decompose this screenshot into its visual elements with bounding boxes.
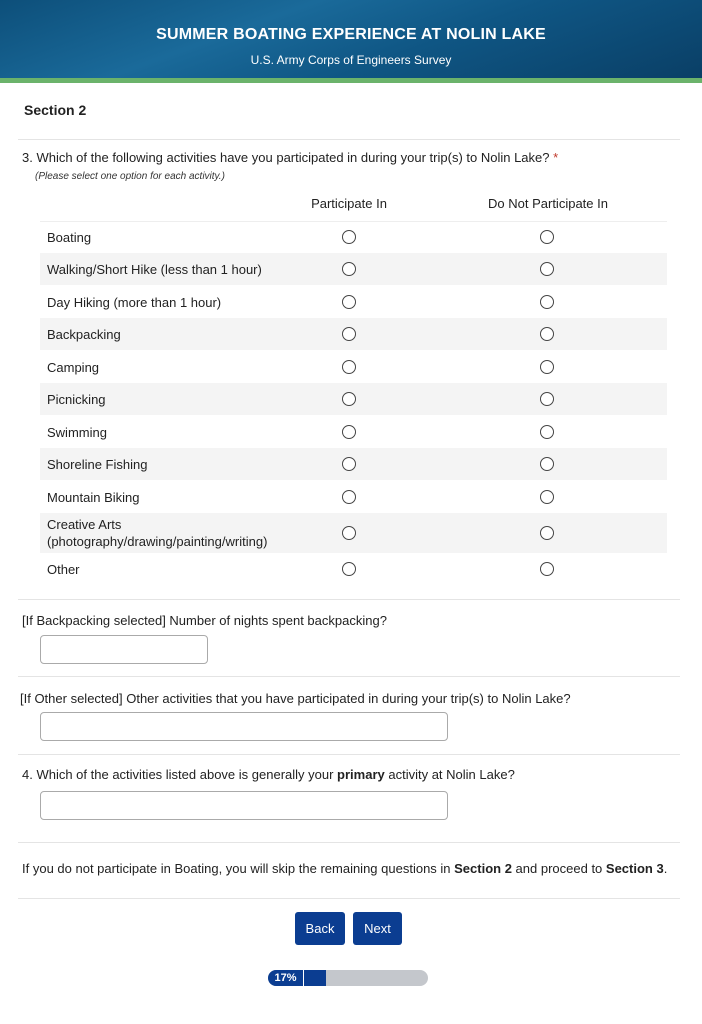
activity-row xyxy=(40,383,667,415)
participate-radio[interactable] xyxy=(342,392,356,406)
activity-label: Picnicking xyxy=(47,391,106,407)
not-participate-radio[interactable] xyxy=(540,457,554,471)
back-button[interactable]: Back xyxy=(295,912,345,945)
note-section-3: Section 3 xyxy=(605,861,664,876)
activity-row xyxy=(40,221,667,253)
divider xyxy=(18,842,680,843)
activity-label: Shoreline Fishing xyxy=(47,456,148,472)
column-header-not-participate: Do Not Participate In xyxy=(488,196,608,211)
participate-radio[interactable] xyxy=(342,262,356,276)
activity-label: Boating xyxy=(47,229,92,245)
not-participate-radio[interactable] xyxy=(540,392,554,406)
not-participate-radio[interactable] xyxy=(540,360,554,374)
note-text: . xyxy=(663,861,668,876)
q4-bold: primary xyxy=(337,767,385,782)
note-section-2: Section 2 xyxy=(454,861,512,876)
activity-row xyxy=(40,553,667,585)
column-header-participate: Participate In xyxy=(311,196,387,211)
participate-radio[interactable] xyxy=(342,295,356,309)
activity-row xyxy=(40,481,667,513)
not-participate-radio[interactable] xyxy=(540,490,554,504)
not-participate-radio[interactable] xyxy=(540,562,554,576)
activity-label: Swimming xyxy=(47,424,107,440)
activity-label: Camping xyxy=(47,359,100,375)
note-text: and proceed to xyxy=(511,861,606,876)
progress-label: 17% xyxy=(268,970,304,986)
other-activities-input[interactable] xyxy=(40,712,448,741)
activity-row xyxy=(40,286,667,318)
activity-label: Other xyxy=(47,561,80,577)
activity-label: Creative Arts (photography/drawing/painting/writing) xyxy=(47,517,268,549)
backpacking-nights-label: [If Backpacking selected] Number of nights spent backpacking? xyxy=(22,613,387,628)
participate-radio[interactable] xyxy=(342,562,356,576)
activity-label: Walking/Short Hike (less than 1 hour) xyxy=(47,261,262,277)
divider xyxy=(18,599,680,600)
header-accent-bar xyxy=(0,78,702,83)
participate-radio[interactable] xyxy=(342,490,356,504)
participate-radio[interactable] xyxy=(342,360,356,374)
q4-text: 4. Which of the activities listed above is generally your xyxy=(22,767,338,782)
progress-bar xyxy=(268,970,428,986)
activity-row xyxy=(40,513,667,553)
backpacking-nights-input[interactable] xyxy=(40,635,208,664)
not-participate-radio[interactable] xyxy=(540,526,554,540)
required-marker: * xyxy=(553,150,559,165)
not-participate-radio[interactable] xyxy=(540,425,554,439)
activity-label: Mountain Biking xyxy=(47,489,140,505)
activity-label: Day Hiking (more than 1 hour) xyxy=(47,294,222,310)
not-participate-radio[interactable] xyxy=(540,295,554,309)
primary-activity-input[interactable] xyxy=(40,791,448,820)
divider xyxy=(18,898,680,899)
question-3-hint: (Please select one option for each activity.) xyxy=(35,171,225,182)
section-title: Section 2 xyxy=(24,102,87,118)
not-participate-radio[interactable] xyxy=(540,230,554,244)
note-text: If you do not participate in Boating, you will skip the remaining questions in xyxy=(22,861,455,876)
participate-radio[interactable] xyxy=(342,230,356,244)
participate-radio[interactable] xyxy=(342,526,356,540)
question-3 xyxy=(22,150,558,165)
activity-row xyxy=(40,351,667,383)
survey-title: SUMMER BOATING EXPERIENCE AT NOLIN LAKE xyxy=(156,26,546,43)
question-4 xyxy=(22,767,515,782)
divider xyxy=(18,754,680,755)
activity-label: Backpacking xyxy=(47,326,121,342)
next-button[interactable]: Next xyxy=(353,912,402,945)
survey-subtitle: U.S. Army Corps of Engineers Survey xyxy=(250,53,452,67)
activity-row xyxy=(40,416,667,448)
question-3-text: 3. Which of the following activities have you participated in during your trip(s) to Nolin Lake? xyxy=(22,150,550,165)
not-participate-radio[interactable] xyxy=(540,327,554,341)
q4-text-end: activity at Nolin Lake? xyxy=(384,767,515,782)
activity-row xyxy=(40,318,667,350)
divider xyxy=(18,139,680,140)
participate-radio[interactable] xyxy=(342,457,356,471)
activity-row xyxy=(40,448,667,480)
skip-note xyxy=(22,861,667,876)
not-participate-radio[interactable] xyxy=(540,262,554,276)
other-activities-label: [If Other selected] Other activities that you have participated in during your trip(s) to Nolin Lake? xyxy=(20,691,571,706)
survey-header xyxy=(0,0,702,78)
participate-radio[interactable] xyxy=(342,425,356,439)
participate-radio[interactable] xyxy=(342,327,356,341)
activity-row xyxy=(40,253,667,285)
divider xyxy=(18,676,680,677)
